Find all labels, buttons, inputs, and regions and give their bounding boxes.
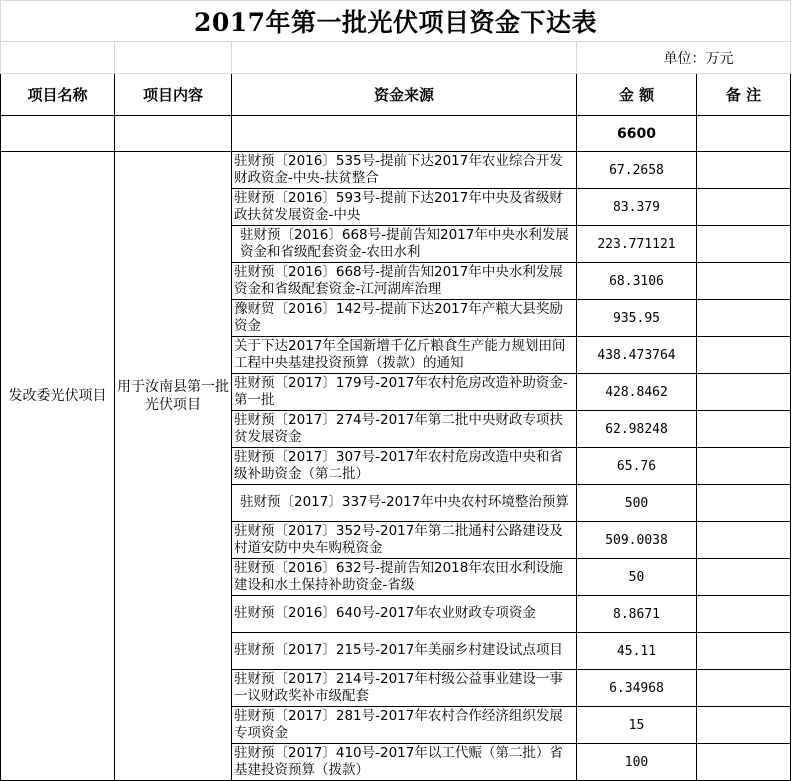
fund-source-cell[interactable]: 驻财预〔2017〕337号-2017年中央农村环境整治预算 xyxy=(232,485,577,522)
remark-cell[interactable] xyxy=(697,559,791,596)
remark-cell[interactable] xyxy=(697,633,791,670)
remark-cell[interactable] xyxy=(697,226,791,263)
total-empty-cell[interactable] xyxy=(232,116,577,152)
fund-source-cell[interactable]: 驻财预〔2016〕632号-提前告知2018年农田水利设施建设和水土保持补助资金-省级 xyxy=(232,559,577,596)
amount-cell[interactable]: 83.379 xyxy=(577,189,697,226)
remark-cell[interactable] xyxy=(697,744,791,781)
amount-cell[interactable]: 8.8671 xyxy=(577,596,697,633)
project-name-cell[interactable]: 发改委光伏项目 xyxy=(1,152,115,781)
fund-source-cell[interactable]: 驻财预〔2017〕179号-2017年农村危房改造补助资金-第一批 xyxy=(232,374,577,411)
header-project-content: 项目内容 xyxy=(115,74,232,116)
amount-cell[interactable]: 428.8462 xyxy=(577,374,697,411)
amount-cell[interactable]: 65.76 xyxy=(577,448,697,485)
remark-cell[interactable] xyxy=(697,448,791,485)
fund-source-cell[interactable]: 驻财预〔2016〕668号-提前告知2017年中央水利发展资金和省级配套资金-江河湖库治理 xyxy=(232,263,577,300)
fund-source-cell[interactable]: 驻财预〔2017〕352号-2017年第二批通村公路建设及村道安防中央车购税资金 xyxy=(232,522,577,559)
fund-source-cell[interactable]: 驻财预〔2016〕668号-提前告知2017年中央水利发展资金和省级配套资金-农田水利 xyxy=(232,226,577,263)
amount-cell[interactable]: 935.95 xyxy=(577,300,697,337)
total-amount: 6600 xyxy=(577,116,697,152)
page-title: 2017年第一批光伏项目资金下达表 xyxy=(1,1,791,42)
remark-cell[interactable] xyxy=(697,707,791,744)
fund-source-cell[interactable]: 驻财预〔2016〕535号-提前下达2017年农业综合开发财政资金-中央-扶贫整合 xyxy=(232,152,577,189)
remark-cell[interactable] xyxy=(697,300,791,337)
amount-cell[interactable]: 45.11 xyxy=(577,633,697,670)
amount-cell[interactable]: 68.3106 xyxy=(577,263,697,300)
empty-cell[interactable] xyxy=(232,42,577,74)
remark-cell[interactable] xyxy=(697,374,791,411)
fund-source-cell[interactable]: 驻财预〔2017〕215号-2017年美丽乡村建设试点项目 xyxy=(232,633,577,670)
fund-source-cell[interactable]: 驻财预〔2017〕214号-2017年村级公益事业建设一事一议财政奖补市级配套 xyxy=(232,670,577,707)
total-empty-cell[interactable] xyxy=(115,116,232,152)
amount-cell[interactable]: 223.771121 xyxy=(577,226,697,263)
remark-cell[interactable] xyxy=(697,670,791,707)
remark-cell[interactable] xyxy=(697,485,791,522)
fund-source-cell[interactable]: 关于下达2017年全国新增千亿斤粮食生产能力规划田间工程中央基建投资预算（拨款）的通知 xyxy=(232,337,577,374)
header-project-name: 项目名称 xyxy=(1,74,115,116)
header-amount: 金 额 xyxy=(577,74,697,116)
empty-cell[interactable] xyxy=(115,42,232,74)
amount-cell[interactable]: 67.2658 xyxy=(577,152,697,189)
fund-source-cell[interactable]: 驻财预〔2016〕593号-提前下达2017年中央及省级财政扶贫发展资金-中央 xyxy=(232,189,577,226)
amount-cell[interactable]: 509.0038 xyxy=(577,522,697,559)
amount-cell[interactable]: 6.34968 xyxy=(577,670,697,707)
table-row xyxy=(1,152,791,189)
fund-source-cell[interactable]: 驻财预〔2017〕281号-2017年农村合作经济组织发展专项资金 xyxy=(232,707,577,744)
amount-cell[interactable]: 500 xyxy=(577,485,697,522)
project-content-cell[interactable]: 用于汝南县第一批光伏项目 xyxy=(115,152,232,781)
empty-cell[interactable] xyxy=(1,42,115,74)
fund-source-cell[interactable]: 驻财预〔2017〕410号-2017年以工代赈（第二批）省基建投资预算（拨款） xyxy=(232,744,577,781)
remark-cell[interactable] xyxy=(697,152,791,189)
remark-cell[interactable] xyxy=(697,263,791,300)
fund-source-cell[interactable]: 驻财预〔2017〕307号-2017年农村危房改造中央和省级补助资金（第二批） xyxy=(232,448,577,485)
amount-cell[interactable]: 50 xyxy=(577,559,697,596)
fund-source-cell[interactable]: 豫财贸〔2016〕142号-提前下达2017年产粮大县奖励资金 xyxy=(232,300,577,337)
header-fund-source: 资金来源 xyxy=(232,74,577,116)
amount-cell[interactable]: 15 xyxy=(577,707,697,744)
amount-cell[interactable]: 438.473764 xyxy=(577,337,697,374)
amount-cell[interactable]: 62.98248 xyxy=(577,411,697,448)
remark-cell[interactable] xyxy=(697,411,791,448)
amount-cell[interactable]: 100 xyxy=(577,744,697,781)
unit-label: 单位：万元 xyxy=(577,42,791,74)
remark-cell[interactable] xyxy=(697,596,791,633)
total-remark[interactable] xyxy=(697,116,791,152)
total-empty-cell[interactable] xyxy=(1,116,115,152)
remark-cell[interactable] xyxy=(697,337,791,374)
fund-source-cell[interactable]: 驻财预〔2017〕274号-2017年第二批中央财政专项扶贫发展资金 xyxy=(232,411,577,448)
header-remark: 备 注 xyxy=(697,74,791,116)
remark-cell[interactable] xyxy=(697,189,791,226)
remark-cell[interactable] xyxy=(697,522,791,559)
fund-source-cell[interactable]: 驻财预〔2016〕640号-2017年农业财政专项资金 xyxy=(232,596,577,633)
